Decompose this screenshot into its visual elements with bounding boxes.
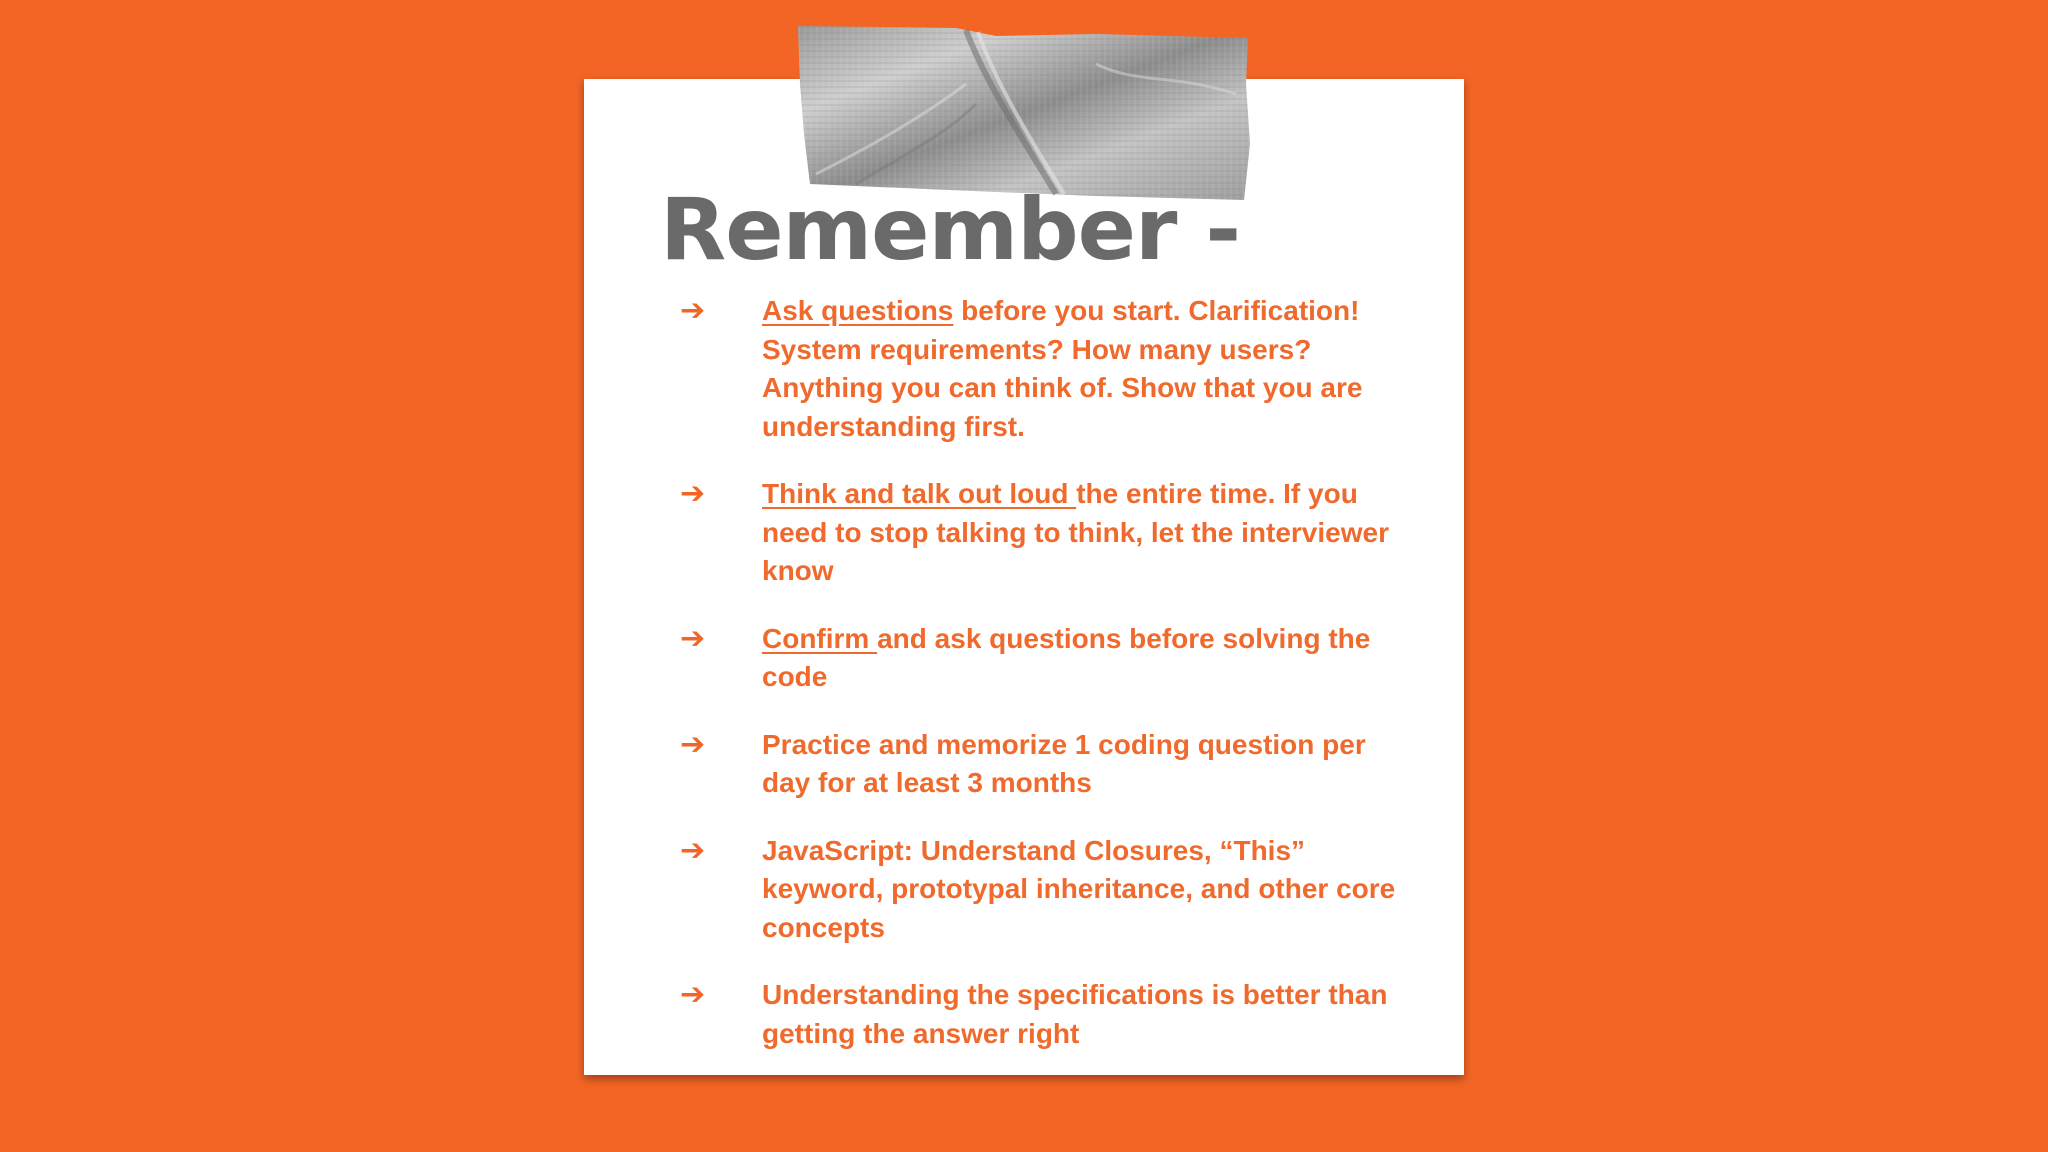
right-arrow-icon: ➔ bbox=[680, 832, 706, 868]
item-emphasis: Think and talk out loud bbox=[762, 478, 1077, 509]
duct-tape-icon bbox=[796, 24, 1250, 200]
item-text: before you start. Clarification! System requirements? How many users? Anything you can think of. Show that you are understanding first. bbox=[762, 295, 1363, 442]
item-text: the entire time. If you need to stop talking to think, let the interviewer know bbox=[762, 478, 1389, 586]
right-arrow-icon: ➔ bbox=[680, 977, 706, 1012]
right-arrow-icon: ➔ bbox=[680, 293, 706, 328]
item-text: Practice and memorize 1 coding question per day for at least 3 months bbox=[762, 728, 1366, 798]
right-arrow-icon: ➔ bbox=[680, 726, 706, 762]
right-arrow-icon: ➔ bbox=[680, 620, 706, 656]
list-item bbox=[680, 292, 1400, 446]
right-arrow-icon: ➔ bbox=[680, 476, 706, 511]
list-item bbox=[680, 976, 1400, 1053]
item-text: JavaScript: Understand Closures, “This” keyword, prototypal inheritance, and other core concepts bbox=[762, 834, 1396, 943]
list-item bbox=[680, 620, 1400, 697]
item-emphasis: Ask questions bbox=[762, 295, 954, 326]
item-emphasis: Confirm bbox=[762, 622, 878, 654]
tips-list bbox=[680, 292, 1400, 1082]
slide-title: Remember - bbox=[660, 180, 1241, 280]
item-text: Understanding the specifications is better than getting the answer right bbox=[762, 979, 1388, 1049]
list-item bbox=[680, 475, 1400, 591]
item-text: and ask questions before solving the code bbox=[762, 622, 1371, 692]
list-item bbox=[680, 832, 1400, 948]
list-item bbox=[680, 726, 1400, 803]
